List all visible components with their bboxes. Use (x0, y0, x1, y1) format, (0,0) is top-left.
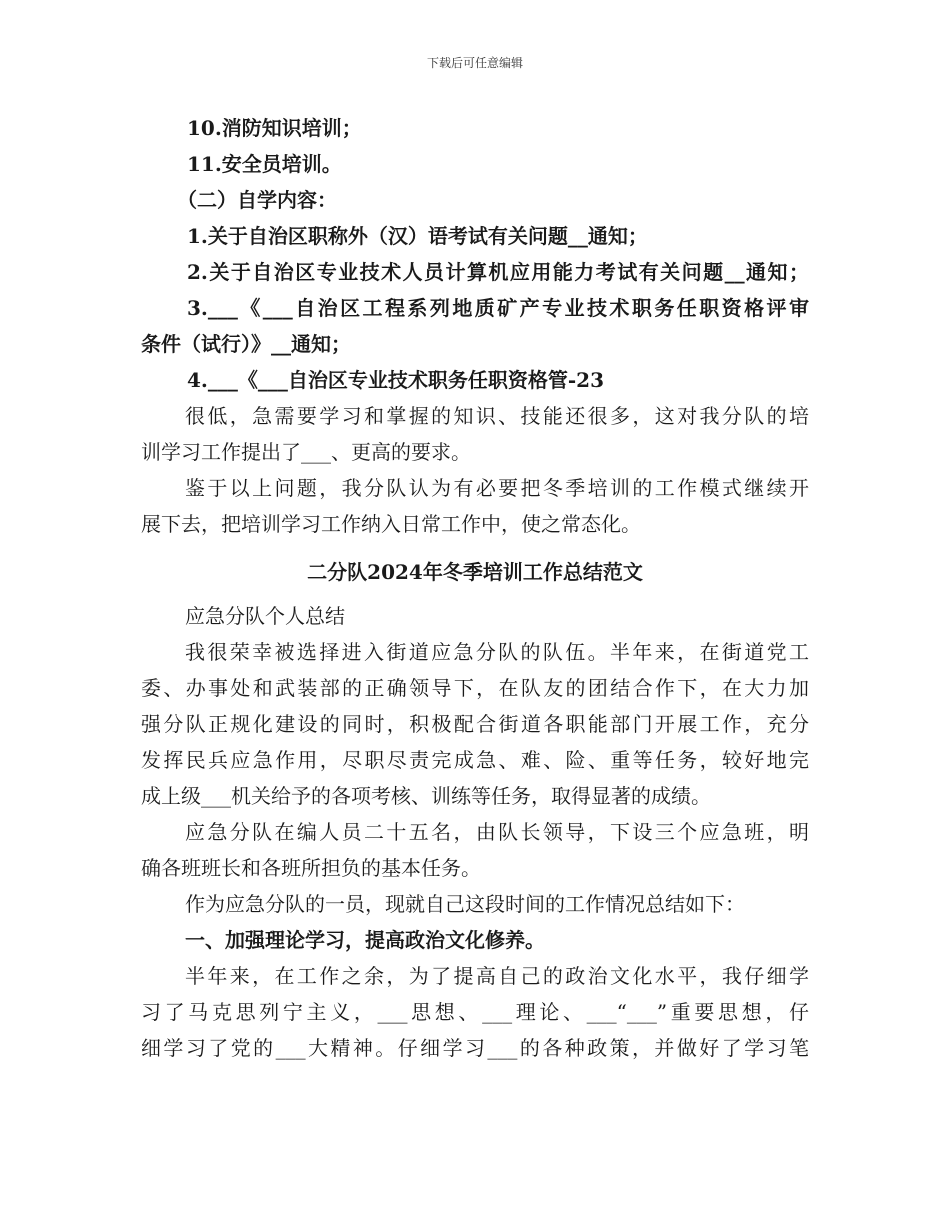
paragraph-line: 训学习工作提出了___、更高的要求。 (141, 440, 471, 464)
document-subtitle: 应急分队个人总结 (185, 604, 345, 628)
list-item: 10.消防知识培训； (187, 116, 362, 140)
list-item: 1.关于自治区职称外（汉）语考试有关问题__通知； (187, 224, 648, 248)
list-item-continuation: 条件（试行）》__通知； (141, 332, 351, 356)
paragraph-line: 应急分队在编人员二十五名，由队长领导，下设三个应急班，明 (185, 820, 809, 844)
paragraph-line: 半年来，在工作之余，为了提高自己的政治文化水平，我仔细学 (185, 964, 809, 988)
list-item: 2.关于自治区专业技术人员计算机应用能力考试有关问题__通知； (187, 260, 809, 284)
section-heading: （二）自学内容： (177, 188, 337, 212)
list-item: 3.___《___自治区工程系列地质矿产专业技术职务任职资格评审 (187, 296, 809, 320)
paragraph-line: 委、办事处和武装部的正确领导下，在队友的团结合作下，在大力加 (141, 676, 809, 700)
paragraph-line: 展下去，把培训学习工作纳入日常工作中，使之常态化。 (141, 512, 641, 536)
document-body (141, 110, 809, 1066)
paragraph-line: 鉴于以上问题，我分队认为有必要把冬季培训的工作模式继续开 (185, 476, 809, 500)
paragraph-line: 强分队正规化建设的同时，积极配合街道各职能部门开展工作，充分 (141, 712, 809, 736)
paragraph-line: 成上级___机关给予的各项考核、训练等任务，取得显著的成绩。 (141, 784, 711, 808)
list-item: 4.___《___自治区专业技术职务任职资格管-23 (187, 368, 605, 392)
paragraph-line: 发挥民兵应急作用，尽职尽责完成急、难、险、重等任务，较好地完 (141, 748, 809, 772)
page-header-note: 下载后可任意编辑 (426, 56, 523, 70)
section-heading: 一、加强理论学习，提高政治文化修养。 (185, 928, 545, 952)
paragraph-line: 我很荣幸被选择进入街道应急分队的队伍。半年来，在街道党工 (185, 640, 809, 664)
paragraph-line: 很低，急需要学习和掌握的知识、技能还很多，这对我分队的培 (185, 404, 809, 428)
document-title: 二分队2024年冬季培训工作总结范文 (307, 560, 643, 584)
paragraph-line: 习了马克思列宁主义，___思想、___理论、___“___”重要思想，仔 (141, 1000, 809, 1024)
paragraph-line: 细学习了党的___大精神。仔细学习___的各种政策，并做好了学习笔 (141, 1036, 809, 1060)
paragraph-line: 作为应急分队的一员，现就自己这段时间的工作情况总结如下： (185, 892, 745, 916)
list-item: 11.安全员培训。 (187, 152, 342, 176)
paragraph-line: 确各班班长和各班所担负的基本任务。 (141, 856, 481, 880)
